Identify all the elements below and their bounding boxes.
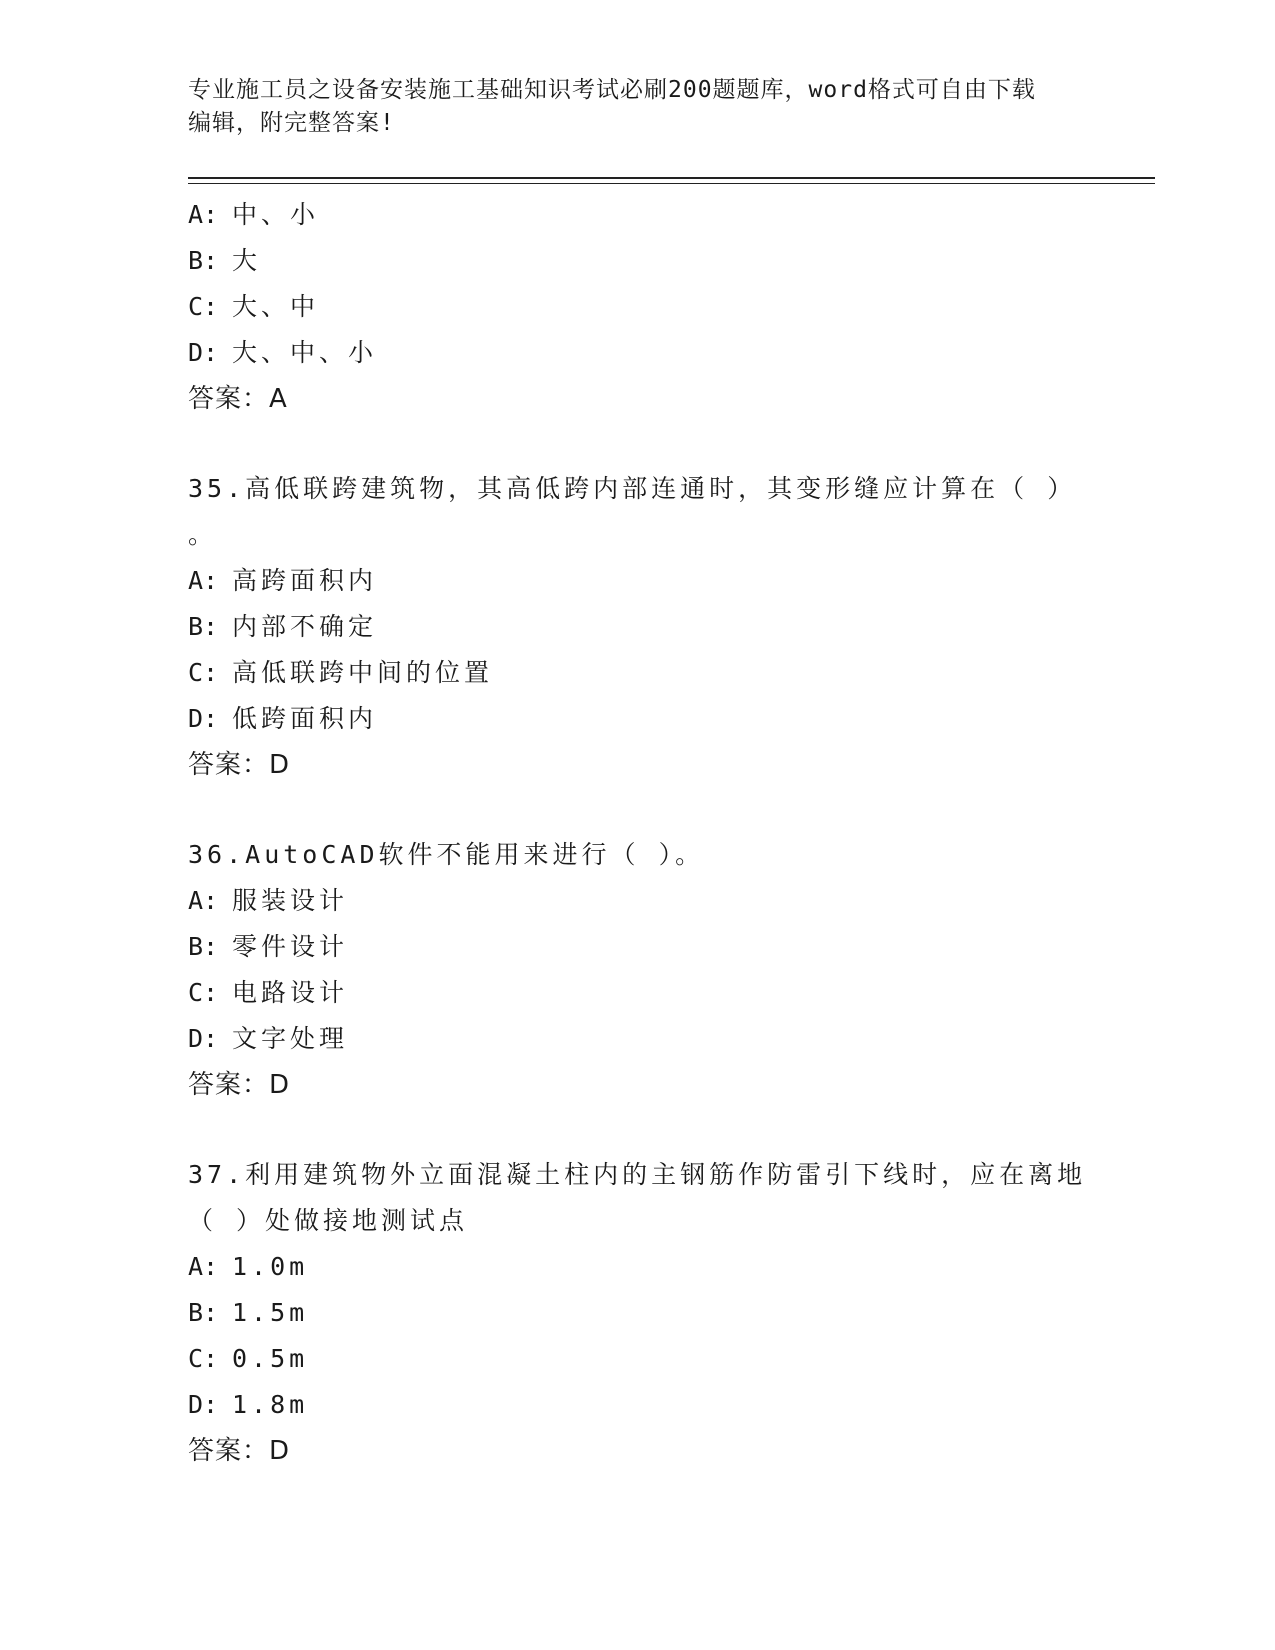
option-c: C: 高低联跨中间的位置 <box>188 658 494 687</box>
option-d: D: 低跨面积内 <box>188 704 378 733</box>
header-line-2: 编辑，附完整答案! <box>188 110 395 136</box>
document-header <box>188 74 1088 140</box>
answer-line: 答案：A <box>188 384 288 414</box>
option-c: C: 大、中 <box>188 292 320 321</box>
option-c: C: 电路设计 <box>188 978 349 1007</box>
question-stem-line-2: （ ）处做接地测试点 <box>188 1206 469 1235</box>
header-divider-thick <box>188 177 1155 179</box>
option-d: D: 大、中、小 <box>188 338 378 367</box>
header-divider-thin <box>188 183 1155 184</box>
answer-line: 答案：D <box>188 750 291 780</box>
option-a: A: 高跨面积内 <box>188 566 378 595</box>
option-b: B: 零件设计 <box>188 932 349 961</box>
answer-line: 答案：D <box>188 1070 291 1100</box>
answer-line: 答案：D <box>188 1436 291 1466</box>
question-block-34 <box>188 192 1148 422</box>
question-block-36 <box>188 832 1148 1108</box>
question-stem-line-1: 36.AutoCAD软件不能用来进行（ ）。 <box>188 840 705 869</box>
option-d: D: 文字处理 <box>188 1024 349 1053</box>
question-block-37 <box>188 1152 1148 1474</box>
question-stem <box>188 832 1088 878</box>
question-stem <box>188 1152 1088 1244</box>
option-d: D: 1.8m <box>188 1390 309 1419</box>
option-b: B: 内部不确定 <box>188 612 378 641</box>
question-stem <box>188 466 1088 558</box>
question-stem-line-1: 37.利用建筑物外立面混凝土柱内的主钢筋作防雷引下线时，应在离地 <box>188 1160 1087 1189</box>
option-a: A: 1.0m <box>188 1252 309 1281</box>
option-a: A: 中、小 <box>188 200 320 229</box>
question-stem-line-2: 。 <box>188 520 218 549</box>
option-a: A: 服装设计 <box>188 886 349 915</box>
question-content <box>188 192 1148 1474</box>
header-line-1: 专业施工员之设备安装施工基础知识考试必刷200题题库，word格式可自由下载 <box>188 77 1036 103</box>
question-block-35 <box>188 466 1148 788</box>
question-stem-line-1: 35.高低联跨建筑物，其高低跨内部连通时，其变形缝应计算在（ ） <box>188 474 1077 503</box>
option-c: C: 0.5m <box>188 1344 309 1373</box>
option-b: B: 1.5m <box>188 1298 309 1327</box>
option-b: B: 大 <box>188 246 262 275</box>
